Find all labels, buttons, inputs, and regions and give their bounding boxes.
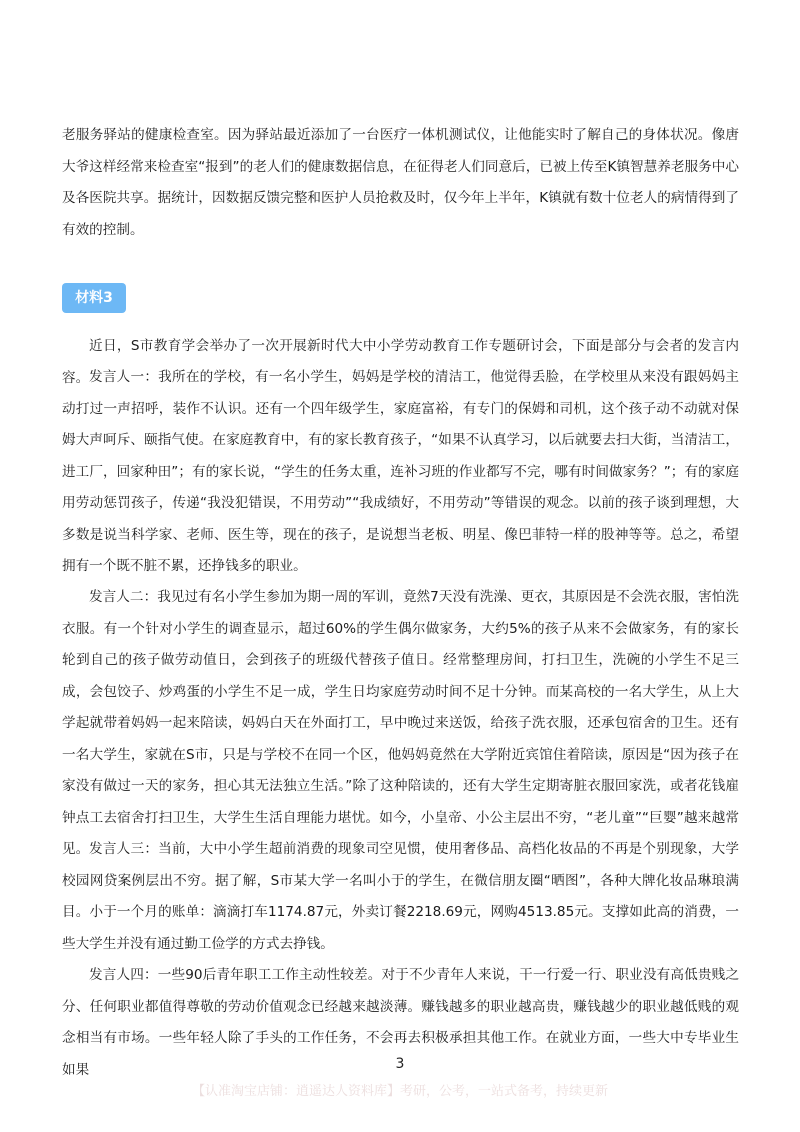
- page-number: 3: [395, 1056, 405, 1072]
- paragraph-speaker-3: 发言人三：当前，大中小学生超前消费的现象司空见惯，使用奢侈品、高档化妆品的不再是个别现象，大学校园网贷案例层出不穷。据了解，S市某大学一名叫小于的学生，在微信朋友圈“晒图”，各种大牌化妆品琳琅满目。小于一个月的账单：滴滴打车1174.87元，外卖订餐2218.69元，网购4513.85元。支撑如此高的消费，一些大学生并没有通过勤工俭学的方式去挣钱。: [62, 841, 739, 952]
- paragraph-intro-meeting: 近日，S市教育学会举办了一次开展新时代大中小学劳动教育工作专题研讨会，下面是部分与会者的发言内容。: [62, 338, 739, 386]
- paragraph-speaker-4: 发言人四：一些90后青年职工工作主动性较差。对于不少青年人来说，干一行爱一行、职业没有高低贵贱之分、任何职业都值得尊敬的劳动价值观念已经越来越淡薄。赚钱越多的职业越高贵，赚钱越少的职业越低贱的观念相当有市场。一些年轻人除了手头的工作任务，不会再去积极承担其他工作。在就业方面，一些大中专毕业生如果: [62, 967, 739, 1078]
- paragraph-speaker-2: 发言人二：我见过有名小学生参加为期一周的军训，竟然7天没有洗澡、更衣，其原因是不会洗衣服，害怕洗衣服。有一个针对小学生的调查显示，超过60%的学生偶尔做家务，大约5%的孩子从来不会做家务，有的家长轮到自己的孩子做劳动值日，会到孩子的班级代替孩子值日。经常整理房间，打扫卫生，洗碗的小学生不足三成，会包饺子、炒鸡蛋的小学生不足一成，学生日均家庭劳动时间不足十分钟。而某高校的一名大学生，从上大学起就带着妈妈一起来陪读，妈妈白天在外面打工，早中晚过来送饭，给孩子洗衣服，还承包宿舍的卫生。还有一名大学生，家就在S市，只是与学校不在同一个区，他妈妈竟然在大学附近宾馆住着陪读，原因是“因为孩子在家没有做过一天的家务，担心其无法独立生活。”除了这种陪读的，还有大学生定期寄脏衣服回家洗，或者花钱雇钟点工去宿舍打扫卫生，大学生生活自理能力堪忧。如今，小皇帝、小公主层出不穷，“老儿童”“巨婴”越来越常见。: [62, 589, 739, 857]
- intro-paragraph: 老服务驿站的健康检查室。因为驿站最近添加了一台医疗一体机测试仪，让他能实时了解自己的身体状况。像唐大爷这样经常来检查室“报到”的老人们的健康数据信息，在征得老人们同意后，已被上传至K镇智慧养老服务中心及各医院共享。据统计，因数据反馈完整和医护人员抢救及时，仅今年上半年，K镇就有数十位老人的病情得到了有效的控制。: [62, 127, 739, 238]
- watermark: 【认准淘宝店铺：逍遥达人资料库】考研，公考，一站式备考，持续更新: [191, 1084, 608, 1099]
- paragraph-speaker-1: 发言人一：我所在的学校，有一名小学生，妈妈是学校的清洁工，他觉得丢脸，在学校里从来没有跟妈妈主动打过一声招呼，装作不认识。还有一个四年级学生，家庭富裕，有专门的保姆和司机，这个孩子动不动就对保姆大声呵斥、颐指气使。在家庭教育中，有的家长教育孩子，“如果不认真学习，以后就要去扫大街，当清洁工，进工厂，回家种田”；有的家长说，“学生的任务太重，连补习班的作业都写不完，哪有时间做家务？”；有的家庭用劳动惩罚孩子，传递“我没犯错误，不用劳动”“我成绩好，不用劳动”等错误的观念。以前的孩子谈到理想，大多数是说当科学家、老师、医生等，现在的孩子，是说想当老板、明星、像巴菲特一样的股神等等。总之，希望拥有一个既不脏不累，还挣钱多的职业。: [62, 369, 739, 574]
- section-badge: 材料3: [62, 283, 126, 313]
